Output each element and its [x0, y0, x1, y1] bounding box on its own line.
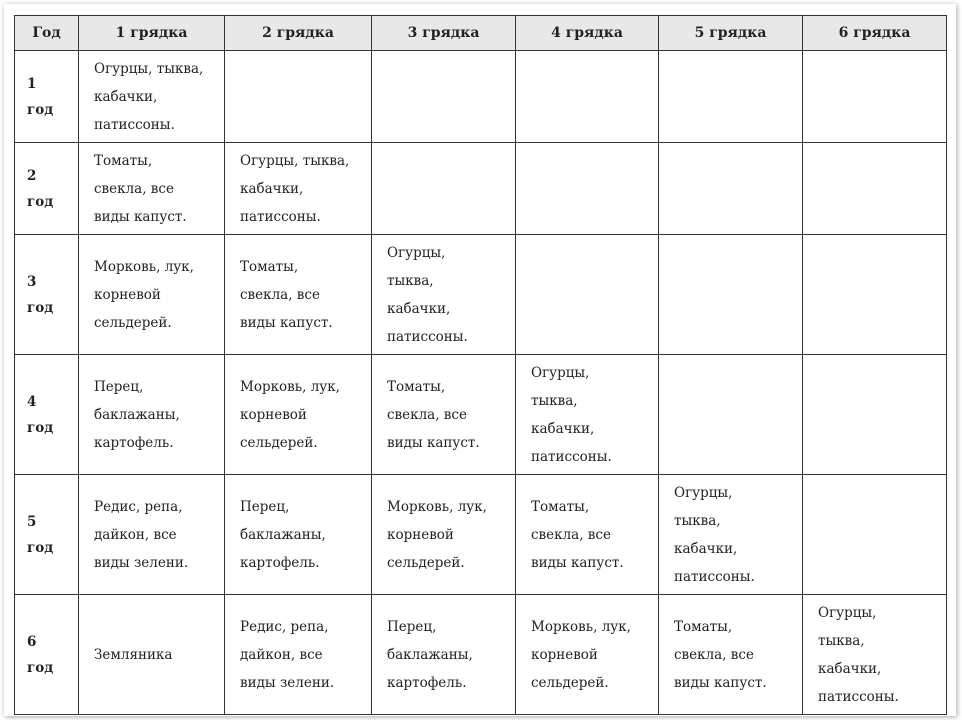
table-cell — [372, 51, 516, 143]
year-cell: 5 год — [15, 475, 79, 595]
header-bed-2: 2 грядка — [225, 16, 372, 51]
table-cell: Морковь, лук, корневой сельдерей. — [372, 475, 516, 595]
year-cell: 6 год — [15, 595, 79, 715]
header-bed-6: 6 грядка — [803, 16, 947, 51]
table-cell — [516, 235, 659, 355]
table-row — [15, 355, 947, 475]
table-cell — [225, 51, 372, 143]
table-cell: Огурцы, тыква, кабачки, патиссоны. — [225, 143, 372, 235]
table-container — [4, 4, 956, 716]
table-cell: Перец, баклажаны, картофель. — [372, 595, 516, 715]
year-cell: 3 год — [15, 235, 79, 355]
table-cell: Редис, репа, дайкон, все виды зелени. — [225, 595, 372, 715]
table-cell: Томаты, свекла, все виды капуст. — [516, 475, 659, 595]
table-cell — [803, 475, 947, 595]
table-cell: Огурцы, тыква, кабачки, патиссоны. — [803, 595, 947, 715]
table-cell: Огурцы, тыква, кабачки, патиссоны. — [516, 355, 659, 475]
header-year: Год — [15, 16, 79, 51]
table-cell — [803, 143, 947, 235]
table-row — [15, 51, 947, 143]
year-cell: 2 год — [15, 143, 79, 235]
header-bed-3: 3 грядка — [372, 16, 516, 51]
table-cell — [803, 355, 947, 475]
header-row — [15, 16, 947, 51]
table-cell: Морковь, лук, корневой сельдерей. — [79, 235, 225, 355]
table-cell — [516, 51, 659, 143]
table-cell — [372, 143, 516, 235]
table-cell: Томаты, свекла, все виды капуст. — [225, 235, 372, 355]
table-cell: Огурцы, тыква, кабачки, патиссоны. — [372, 235, 516, 355]
table-cell: Перец, баклажаны, картофель. — [225, 475, 372, 595]
table-cell: Огурцы, тыква, кабачки, патиссоны. — [79, 51, 225, 143]
table-row — [15, 235, 947, 355]
table-cell — [659, 51, 803, 143]
table-row — [15, 143, 947, 235]
table-cell: Томаты, свекла, все виды капуст. — [659, 595, 803, 715]
table-cell — [659, 235, 803, 355]
table-row — [15, 475, 947, 595]
table-cell: Земляника — [79, 595, 225, 715]
crop-rotation-table — [14, 15, 947, 715]
table-cell: Морковь, лук, корневой сельдерей. — [225, 355, 372, 475]
table-cell: Томаты, свекла, все виды капуст. — [372, 355, 516, 475]
table-cell: Перец, баклажаны, картофель. — [79, 355, 225, 475]
table-row — [15, 595, 947, 715]
table-cell — [803, 235, 947, 355]
table-cell — [659, 355, 803, 475]
table-cell — [659, 143, 803, 235]
year-cell: 1 год — [15, 51, 79, 143]
table-cell: Огурцы, тыква, кабачки, патиссоны. — [659, 475, 803, 595]
table-cell — [803, 51, 947, 143]
table-cell: Редис, репа, дайкон, все виды зелени. — [79, 475, 225, 595]
header-bed-1: 1 грядка — [79, 16, 225, 51]
year-cell: 4 год — [15, 355, 79, 475]
table-cell — [516, 143, 659, 235]
header-bed-4: 4 грядка — [516, 16, 659, 51]
table-cell: Томаты, свекла, все виды капуст. — [79, 143, 225, 235]
header-bed-5: 5 грядка — [659, 16, 803, 51]
table-cell: Морковь, лук, корневой сельдерей. — [516, 595, 659, 715]
